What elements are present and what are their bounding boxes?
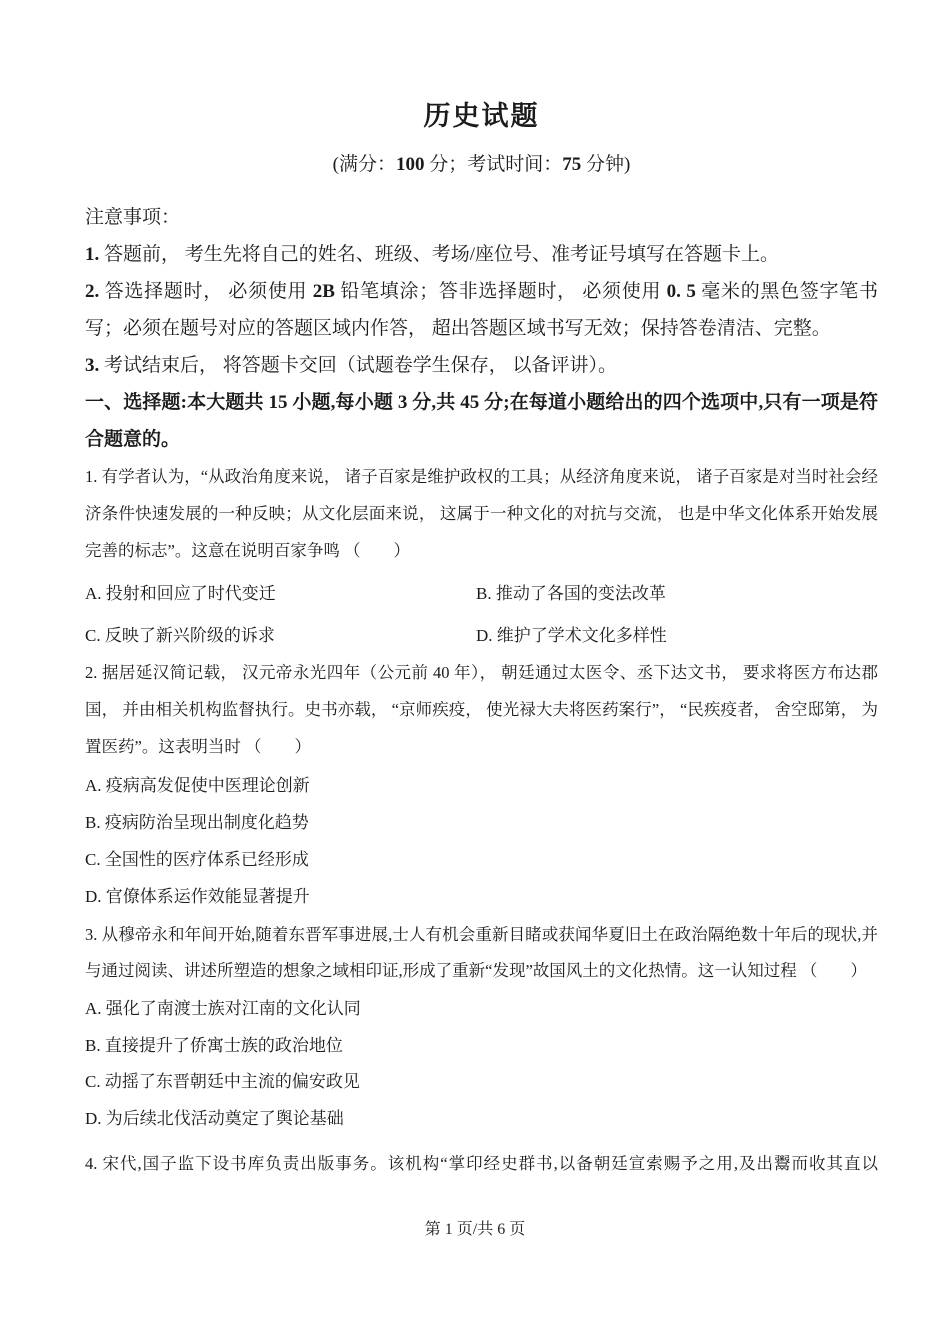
question-2-text: 2. 据居延汉简记载， 汉元帝永光四年（公元前 40 年）， 朝廷通过太医令、丞下达文书， 要求将医方布达郡国， 并由相关机构监督执行。史书亦载， “京师疾疫， 使光禄大夫将医药案行”， “民疾疫者， 舍空邸第， 为置医药”。这表明当时 （ ） bbox=[85, 663, 878, 756]
question-3-option-a: A. 强化了南渡士族对江南的文化认同 bbox=[85, 999, 361, 1018]
question-2-option-c: C. 全国性的医疗体系已经形成 bbox=[85, 850, 309, 869]
exam-title: 历史试题 bbox=[423, 101, 540, 131]
notice-item-2: 2. 答选择题时， 必须使用 2B 铅笔填涂；答非选择题时， 必须使用 0. 5 毫米的黑色签字笔书写；必须在题号对应的答题区域内作答， 超出答题区域书写无效；保持答卷清洁、完整。 bbox=[85, 281, 878, 339]
question-4-text: 4. 宋代,国子监下设书库负责出版事务。该机构“掌印经史群书,以备朝廷宣索赐予之用,及出鬻而收其直以 bbox=[85, 1154, 878, 1173]
question-3-option-d: D. 为后续北伐活动奠定了舆论基础 bbox=[85, 1108, 344, 1128]
question-2-options bbox=[85, 767, 878, 915]
question-1-option-b: B. 推动了各国的变法改革 bbox=[476, 584, 666, 603]
question-1-option-d: D. 维护了学术文化多样性 bbox=[476, 626, 667, 645]
notice-item-3: 3. 考试结束后， 将答题卡交回（试题卷学生保存， 以备评讲）。 bbox=[85, 355, 618, 376]
question-3-text: 3. 从穆帝永和年间开始,随着东晋军事进展,士人有机会重新目睹或获闻华夏旧土在政治隔绝数十年后的现状,并与通过阅读、讲述所塑造的想象之域相印证,形成了重新“发现”故国风土的文化热情。这一认知过程 （ ） bbox=[85, 925, 878, 980]
question-1-option-c: C. 反映了新兴阶级的诉求 bbox=[85, 626, 275, 645]
page-footer: 第 1 页/共 6 页 bbox=[424, 1221, 526, 1238]
question-2-option-b: B. 疫病防治呈现出制度化趋势 bbox=[85, 813, 309, 832]
question-1 bbox=[85, 458, 878, 654]
question-3-option-b: B. 直接提升了侨寓士族的政治地位 bbox=[85, 1035, 343, 1055]
question-2-option-d: D. 官僚体系运作效能显著提升 bbox=[85, 887, 310, 906]
question-2 bbox=[85, 654, 878, 915]
question-3-option-c: C. 动摇了东晋朝廷中主流的偏安政见 bbox=[85, 1072, 360, 1091]
question-1-option-a: A. 投射和回应了时代变迁 bbox=[85, 584, 276, 603]
notice-heading: 注意事项： bbox=[85, 207, 181, 228]
notice-item-1: 1. 答题前， 考生先将自己的姓名、班级、考场/座位号、准考证号填写在答题卡上。 bbox=[85, 244, 780, 265]
question-2-option-a: A. 疫病高发促使中医理论创新 bbox=[85, 776, 310, 795]
question-3-options bbox=[85, 991, 878, 1137]
question-1-options bbox=[85, 575, 878, 654]
question-1-text: 1. 有学者认为，“从政治角度来说， 诸子百家是维护政权的工具；从经济角度来说， 诸子百家是对当时社会经济条件快速发展的一种反映；从文化层面来说， 这属于一种文化的对抗与交流， 也是中华文化体系开始发展完善的标志”。这意在说明百家争鸣 （ ） bbox=[85, 467, 878, 560]
question-4 bbox=[85, 1145, 878, 1182]
exam-subtitle: (满分：100 分；考试时间：75 分钟) bbox=[332, 154, 631, 175]
question-3 bbox=[85, 917, 878, 1137]
section-heading: 一、选择题:本大题共 15 小题,每小题 3 分,共 45 分;在每道小题给出的四个选项中,只有一项是符合题意的。 bbox=[85, 392, 878, 450]
